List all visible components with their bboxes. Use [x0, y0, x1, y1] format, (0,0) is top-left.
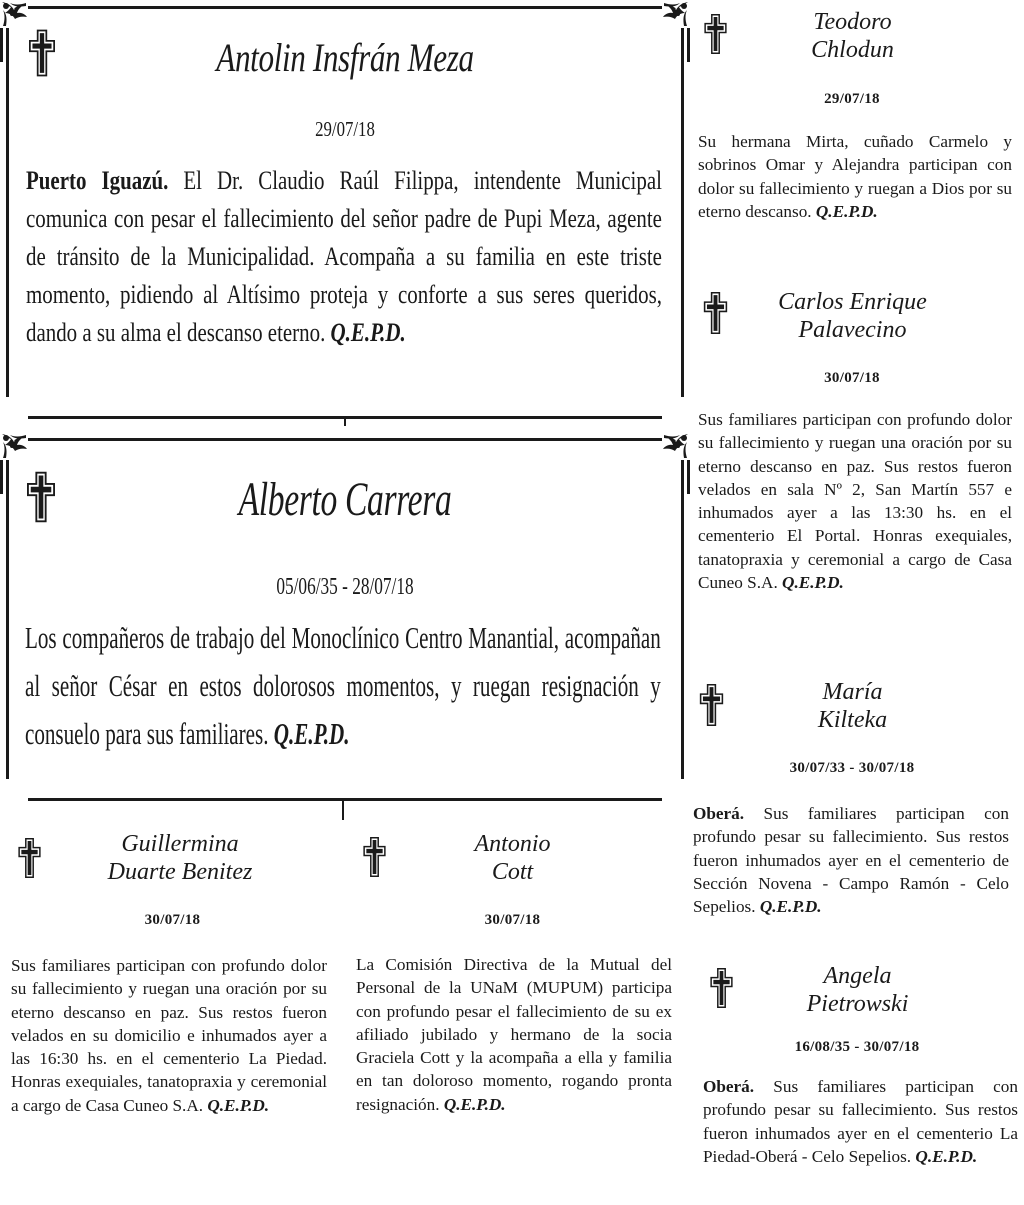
cross-icon	[29, 26, 55, 80]
obituary-antonio	[345, 820, 690, 1205]
obituary-date: 29/07/18	[824, 91, 880, 107]
name-line-2: Chlodun	[811, 37, 894, 63]
obituary-guillermina	[0, 820, 345, 1205]
obituary-name	[365, 830, 660, 886]
corner-ornament-icon	[0, 28, 3, 62]
obituary-closing: Q.E.P.D.	[915, 1146, 978, 1166]
obituary-text: Los compañeros de trabajo del Monoclínico Centro Manantial, acompañan al señor César en estos dolorosos momentos, y ruegan resignación y consuelo para sus familiares.	[25, 620, 661, 751]
obituary-text: El Dr. Claudio Raúl Filippa, intendente Municipal comunica con pesar el fallecimiento del señor padre de Pupi Meza, agente de tránsito de la Municipalidad. Acompaña a su familia en este triste momento, pidiendo al Altísimo proteja y conforte a sus seres queridos, dando a su alma el descanso eterno.	[26, 166, 662, 347]
corner-ornament-icon	[656, 0, 690, 34]
obituary-date: 30/07/18	[484, 912, 541, 928]
obituary-name	[720, 678, 985, 734]
obituary-angela	[690, 958, 1024, 1205]
name-line-2: Cott	[491, 859, 534, 885]
obituary-name	[730, 962, 985, 1018]
obituary-date: 29/07/18	[315, 117, 375, 141]
frame-border-top	[28, 438, 662, 441]
obituary-date: 30/07/18	[144, 912, 201, 928]
obituary-body	[25, 614, 661, 758]
cross-icon	[27, 462, 55, 532]
obituary-body	[26, 162, 662, 352]
frame-border-left	[6, 28, 9, 397]
name-line-1: María	[822, 679, 883, 705]
obituary-text: Sus familiares participan con profundo dolor su fallecimiento y ruegan una oración por su eterno descanso en paz. Sus restos fueron velados en sala Nº 2, San Martín 557 e inhumados ayer a las 13:30 hs. en el cementerio El Portal. Honras exequiales, tanatopraxia y ceremonial a cargo de Casa Cuneo S.A.	[698, 410, 1012, 593]
obituary-name: Antolin Insfrán Meza	[216, 35, 474, 80]
obituary-body	[698, 130, 1012, 223]
obituary-closing: Q.E.P.D.	[815, 201, 878, 221]
obituary-body	[698, 408, 1012, 594]
name-line-2: Kilteka	[817, 707, 888, 733]
obituary-body	[356, 953, 672, 1116]
obituary-text: Sus familiares participan con profundo pesar su fallecimiento. Sus restos fueron inhumados ayer en el cementerio La Piedad-Oberá - Celo Sepelios.	[703, 1077, 1018, 1166]
obituary-closing: Q.E.P.D.	[443, 1094, 506, 1114]
obituary-location: Puerto Iguazú.	[26, 166, 169, 195]
corner-ornament-icon	[0, 432, 34, 466]
obituary-date: 30/07/18	[824, 370, 880, 386]
obituary-text: Sus familiares participan con profundo dolor su fallecimiento y ruegan una oración por su eterno descanso en paz. Sus restos fueron velados en su domicilio e inhumados ayer a las 16:30 hs. en el cementerio La Piedad. Honras exequiales, tanatopraxia y ceremonial a cargo de Casa Cuneo S.A.	[11, 956, 327, 1115]
frame-border-top	[28, 6, 662, 9]
obituary-name: Alberto Carrera	[238, 473, 452, 526]
frame-border-right	[681, 28, 684, 397]
obituary-carlos	[690, 280, 1024, 670]
obituary-date: 30/07/33 - 30/07/18	[789, 760, 915, 776]
column-rule-tick	[344, 418, 346, 426]
obituary-closing: Q.E.P.D.	[782, 573, 844, 593]
column-rule-tick	[342, 800, 344, 820]
name-line-2: Palavecino	[798, 317, 907, 343]
corner-ornament-icon	[656, 432, 690, 466]
obituary-box-antolin	[0, 0, 690, 425]
obituary-text: La Comisión Directiva de la Mutual del Personal de la UNaM (MUPUM) participa con profundo pesar el fallecimiento de su ex afiliado jubilado y hermano de la socia Graciela Cott y la acompaña a ella y familia en tan doloroso momento, rogando pronta resignación.	[356, 955, 672, 1114]
obituary-name	[720, 288, 985, 344]
obituary-name	[720, 8, 985, 64]
name-line-2: Duarte Benitez	[107, 859, 253, 885]
obituary-text: Sus familiares participan con profundo pesar su fallecimiento. Sus restos fueron inhumados ayer en el cementerio de Sección Novena - Campo Ramón - Celo Sepelios.	[693, 804, 1009, 917]
corner-ornament-icon	[0, 460, 3, 494]
name-line-1: Teodoro	[813, 9, 892, 35]
obituary-date: 16/08/35 - 30/07/18	[794, 1039, 920, 1055]
obituary-closing: Q.E.P.D.	[207, 1095, 270, 1115]
obituary-closing: Q.E.P.D.	[273, 716, 350, 751]
name-line-1: Angela	[823, 963, 892, 989]
obituary-name	[20, 830, 340, 886]
obituary-box-alberto	[0, 432, 690, 807]
name-line-1: Guillermina	[121, 831, 239, 857]
obituary-closing: Q.E.P.D.	[330, 318, 406, 347]
obituary-body	[11, 954, 327, 1117]
frame-border-left	[6, 460, 9, 779]
name-line-2: Pietrowski	[806, 991, 909, 1017]
frame-border-right	[681, 460, 684, 779]
obituary-text: Su hermana Mirta, cuñado Carmelo y sobrinos Omar y Alejandra participan con dolor su fallecimiento y ruegan a Dios por su eterno descanso.	[698, 132, 1012, 221]
obituary-body	[703, 1075, 1018, 1168]
obituary-teodoro	[690, 0, 1024, 262]
obituary-location: Oberá.	[703, 1077, 755, 1096]
obituary-date: 05/06/35 - 28/07/18	[276, 574, 414, 600]
obituary-closing: Q.E.P.D.	[759, 897, 822, 917]
name-line-1: Carlos Enrique	[778, 289, 927, 315]
obituary-maria	[690, 672, 1024, 957]
obituary-location: Oberá.	[693, 804, 745, 823]
name-line-1: Antonio	[474, 831, 551, 857]
frame-border-bottom	[28, 798, 662, 801]
obituary-body	[693, 802, 1009, 918]
